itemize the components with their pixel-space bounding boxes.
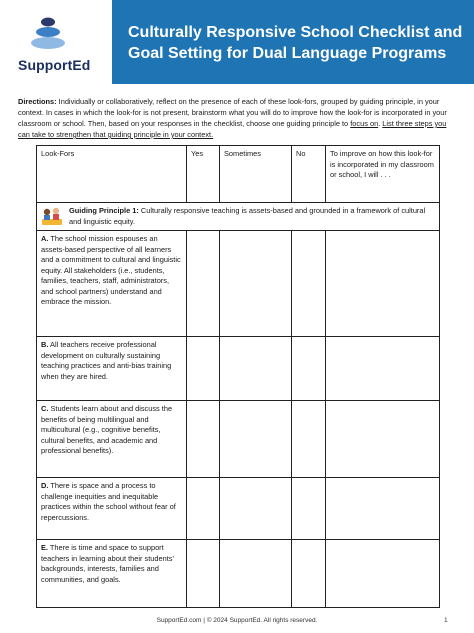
title-line-1: Culturally Responsive School Checklist and: [128, 24, 463, 41]
look-for-letter: A.: [41, 234, 49, 243]
look-for-cell: [37, 231, 187, 337]
logo: [0, 0, 112, 84]
yes-cell[interactable]: [187, 478, 220, 540]
stacked-stones-icon: [28, 14, 68, 54]
directions-text-1: Individually or collaboratively, reflect on the presence of each of these look-fors, grouped by guiding principle, in your context. In cases in which the look-for is not present, brainstorm what you will do to improve how the look-for is incorporated in your classroom or school. Then, based on your responses in the checklist, choose one guiding principle to: [18, 97, 447, 128]
look-for-text: There is space and a process to challenge inequities and inequitable practices within the school without fear of repercussions.: [41, 481, 176, 522]
no-cell[interactable]: [292, 540, 326, 608]
yes-cell[interactable]: [187, 231, 220, 337]
look-for-letter: C.: [41, 404, 49, 413]
directions-label: Directions:: [18, 97, 57, 106]
col-header-yes: Yes: [187, 146, 220, 203]
footer: SupportEd.com | © 2024 SupportEd. All rights reserved.: [156, 617, 318, 624]
directions-underline-2: List three steps you can take to strengthen that guiding principle in your context.: [18, 119, 447, 139]
sometimes-cell[interactable]: [220, 478, 292, 540]
header-row: [37, 146, 440, 203]
improve-cell[interactable]: [326, 337, 440, 401]
yes-cell[interactable]: [187, 337, 220, 401]
look-for-cell: [37, 540, 187, 608]
look-for-letter: B.: [41, 340, 49, 349]
sometimes-cell[interactable]: [220, 337, 292, 401]
look-for-cell: [37, 478, 187, 540]
table-row: [37, 337, 440, 401]
improve-cell[interactable]: [326, 401, 440, 478]
look-for-text: There is time and space to support teachers in learning about their students' backgrounds, interests, families and communities, and goals.: [41, 543, 174, 584]
checklist-table: [36, 145, 440, 608]
col-header-improve: To improve on how this look-for is incorporated in my classroom or school, I will . . .: [326, 146, 440, 203]
students-icon: [41, 206, 63, 226]
look-for-text: Students learn about and discuss the benefits of being multilingual and multicultural (e.g., cognitive benefits, cultural benefits, and academic and professional benefits).: [41, 404, 173, 455]
table-row: [37, 231, 440, 337]
directions-text-2: .: [378, 119, 383, 128]
guiding-principle-label: Guiding Principle 1:: [69, 206, 139, 215]
guiding-principle-text: [69, 206, 435, 227]
title-line-2: Goal Setting for Dual Language Programs: [128, 45, 447, 62]
look-for-text: All teachers receive professional development on culturally sustaining teaching practices and anti-bias training when they are hired.: [41, 340, 172, 381]
look-for-letter: D.: [41, 481, 49, 490]
col-header-no: No: [292, 146, 326, 203]
page-number: 1: [444, 617, 448, 624]
improve-cell[interactable]: [326, 540, 440, 608]
no-cell[interactable]: [292, 478, 326, 540]
table-row: [37, 478, 440, 540]
sometimes-cell[interactable]: [220, 540, 292, 608]
col-header-sometimes: Sometimes: [220, 146, 292, 203]
yes-cell[interactable]: [187, 540, 220, 608]
yes-cell[interactable]: [187, 401, 220, 478]
no-cell[interactable]: [292, 401, 326, 478]
table-row: [37, 401, 440, 478]
look-for-letter: E.: [41, 543, 48, 552]
improve-cell[interactable]: [326, 478, 440, 540]
logo-text: SupportEd: [18, 57, 91, 73]
sometimes-cell[interactable]: [220, 231, 292, 337]
no-cell[interactable]: [292, 231, 326, 337]
table-row: [37, 540, 440, 608]
directions-underline-1: focus on: [350, 119, 379, 128]
guiding-principle-body: Culturally responsive teaching is assets-based and grounded in a framework of cultural and linguistic equity.: [69, 206, 426, 226]
page-title: [128, 22, 468, 64]
look-for-cell: [37, 337, 187, 401]
no-cell[interactable]: [292, 337, 326, 401]
guiding-principle-cell: [37, 203, 440, 231]
improve-cell[interactable]: [326, 231, 440, 337]
look-for-text: The school mission espouses an assets-based perspective of all learners and a commitment to cultural and linguistic equity. All stakeholders (i.e., students, families, teachers, staff, administrators, and school partners) understand and embrace the mission.: [41, 234, 181, 306]
sometimes-cell[interactable]: [220, 401, 292, 478]
directions: [18, 96, 458, 140]
look-for-cell: [37, 401, 187, 478]
col-header-look-fors: Look-Fors: [37, 146, 187, 203]
guiding-principle-row: [37, 203, 440, 231]
